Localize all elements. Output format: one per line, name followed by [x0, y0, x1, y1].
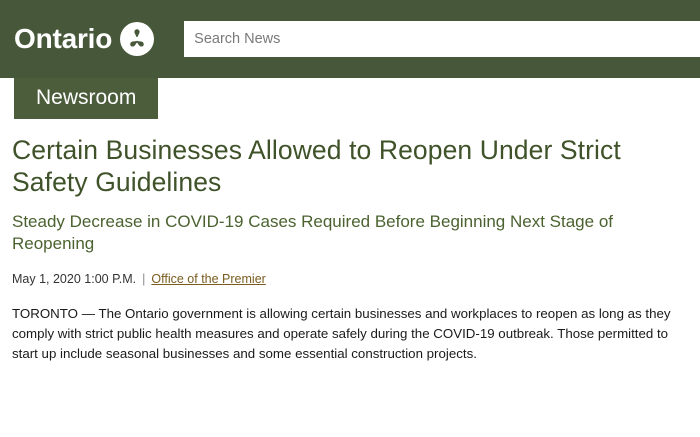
- trillium-logo-icon: [120, 22, 154, 56]
- page-title: Certain Businesses Allowed to Reopen Under Strict Safety Guidelines: [12, 135, 621, 198]
- publish-date: May 1, 2020 1:00 P.M.: [12, 271, 137, 286]
- search-input[interactable]: [184, 21, 700, 57]
- ontario-logo[interactable]: [0, 0, 154, 78]
- newsroom-banner: [0, 78, 700, 126]
- article-content: [0, 126, 700, 364]
- meta-divider: |: [142, 271, 146, 286]
- article-body: TORONTO — The Ontario government is allowing certain businesses and workplaces to reopen as long as they comply with strict public health measures and operate safely during the COVID-19 outbreak. Those permitted to start up include seasonal businesses and some essential construction projects.: [12, 305, 671, 362]
- article-meta: [12, 272, 688, 286]
- brand-name: Ontario: [14, 23, 113, 54]
- source-link[interactable]: Office of the Premier: [151, 271, 266, 286]
- site-header: [0, 0, 700, 78]
- newsroom-label[interactable]: Newsroom: [14, 78, 158, 119]
- search-container: [154, 0, 700, 78]
- page-subtitle: Steady Decrease in COVID-19 Cases Required Before Beginning Next Stage of Reopening: [12, 211, 613, 253]
